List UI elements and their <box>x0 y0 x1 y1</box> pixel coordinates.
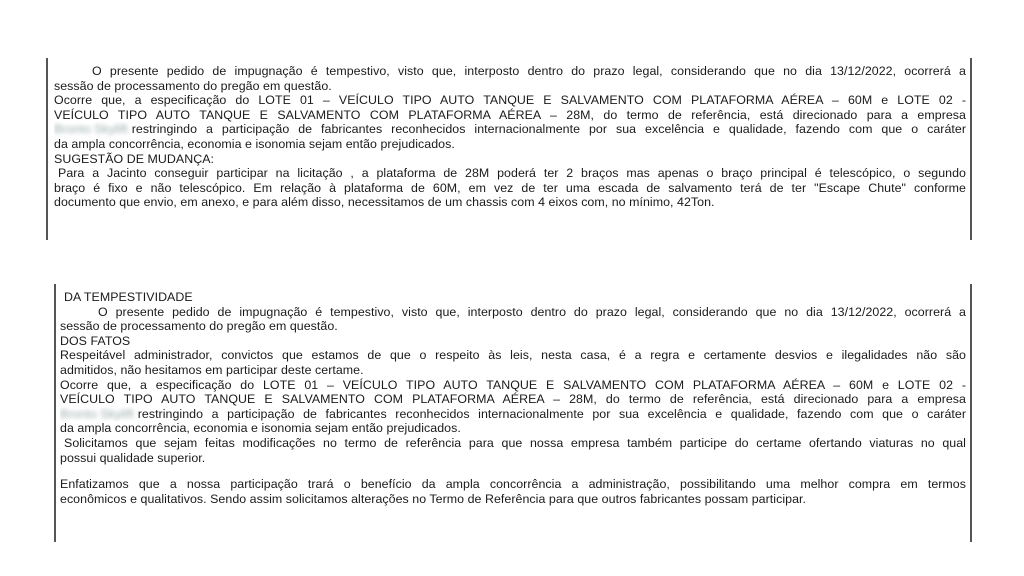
paragraph-line: VEÍCULO TIPO AUTO TANQUE E SALVAMENTO COM PLATAFORMA AÉREA – 28M, do termo de referência, está direcionado para a empresa <box>54 107 966 122</box>
paragraph-line <box>54 122 966 137</box>
paragraph-line <box>60 407 966 422</box>
paragraph-text: restringindo a participação de fabricantes reconhecidos internacionalmente por sua excelência e qualidade, fazendo com que o caráter <box>131 122 966 137</box>
paragraph-line: Para a Jacinto conseguir participar na licitação , a plataforma de 28M poderá ter 2 braços mas apenas o braço principal é telescópico, o segundo <box>58 166 966 181</box>
section-heading: SUGESTÃO DE MUDANÇA: <box>54 151 215 166</box>
paragraph-line: da ampla concorrência, economia e isonomia sejam então prejudicados. <box>54 136 455 151</box>
paragraph-line: admitidos, não hesitamos em participar deste certame. <box>60 362 364 377</box>
paragraph-line: sessão de processamento do pregão em questão. <box>54 78 332 93</box>
paragraph-line: VEÍCULO TIPO AUTO TANQUE E SALVAMENTO COM PLATAFORMA AÉREA – 28M, do termo de referência, está direcionado para a empresa <box>60 392 966 407</box>
paragraph-line: documento que envio, em anexo, e para além disso, necessitamos de um chassis com 4 eixos com, no mínimo, 42Ton. <box>54 195 715 210</box>
paragraph-line: O presente pedido de impugnação é tempestivo, visto que, interposto dentro do prazo legal, considerando que no dia 13/12/2022, ocorrerá a <box>98 304 966 319</box>
redacted-company-name: Bronto Skylift <box>54 122 128 137</box>
paragraph-gap <box>60 465 966 477</box>
paragraph-line: Ocorre que, a especificação do LOTE 01 – VEÍCULO TIPO AUTO TANQUE E SALVAMENTO COM PLATAFORMA AÉREA – 60M e LOTE 02 - <box>54 93 966 108</box>
paragraph-line: O presente pedido de impugnação é tempestivo, visto que, interposto dentro do prazo legal, considerando que no dia 13/12/2022, ocorrerá a <box>92 64 966 78</box>
paragraph-text: restringindo a participação de fabricantes reconhecidos internacionalmente por sua excelência e qualidade, fazendo com que o caráter <box>137 406 966 421</box>
paragraph-line: possui qualidade superior. <box>60 450 206 465</box>
redacted-company-name: Bronto Skylift <box>60 406 134 421</box>
paragraph-line: braço é fixo e não telescópico. Em relação à plataforma de 60M, em vez de ter uma escada de salvamento terá de ter "Escape Chute" conforme <box>54 180 966 195</box>
paragraph-line: Ocorre que, a especificação do LOTE 01 – VEÍCULO TIPO AUTO TANQUE E SALVAMENTO COM PLATAFORMA AÉREA – 60M e LOTE 02 - <box>60 377 966 392</box>
paragraph-line: econômicos e qualitativos. Sendo assim solicitamos alterações no Termo de Referência para que outros fabricantes possam participar. <box>60 491 807 506</box>
paragraph-line: Solicitamos que sejam feitas modificações no termo de referência para que nossa empresa também participe do certame ofertando viaturas no qual <box>64 435 966 450</box>
document-excerpt-2 <box>54 284 972 542</box>
paragraph-line: Enfatizamos que a nossa participação trará o benefício da ampla concorrência a administração, possibilitando uma melhor compra em termos <box>60 477 966 492</box>
section-heading: DOS FATOS <box>60 333 131 348</box>
paragraph-line: sessão de processamento do pregão em questão. <box>60 319 338 334</box>
paragraph-line: da ampla concorrência, economia e isonomia sejam então prejudicados. <box>60 421 461 436</box>
paragraph-line: Respeitável administrador, convictos que estamos de que o respeito às leis, nesta casa, é a regra e certamente desvios e ilegalidades não são <box>60 348 966 363</box>
section-heading: DA TEMPESTIVIDADE <box>64 290 193 304</box>
document-excerpt-1 <box>46 58 972 240</box>
